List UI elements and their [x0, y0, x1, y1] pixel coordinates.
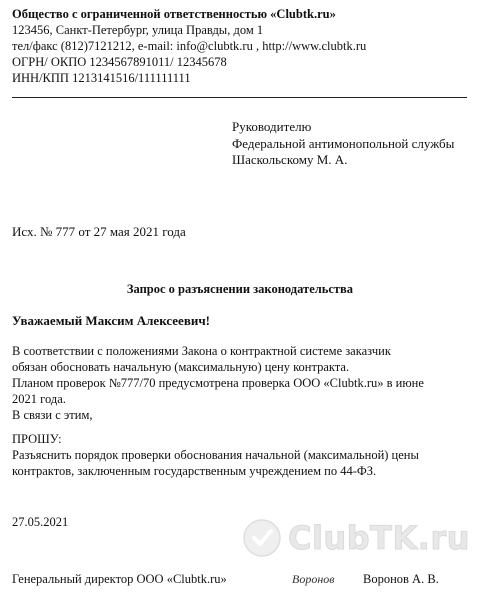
watermark	[242, 518, 470, 558]
addressee-line-1: Руководителю	[232, 119, 312, 134]
request-heading: ПРОШУ:	[12, 432, 62, 446]
letter-body	[12, 343, 424, 479]
outgoing-number: Исх. № 777 от 27 мая 2021 года	[12, 224, 186, 239]
signer-position: Генеральный директор ООО «Clubtk.ru»	[12, 572, 227, 586]
addressee-block	[232, 119, 454, 169]
handwritten-signature: Воронов	[292, 572, 335, 586]
watermark-logo-icon	[242, 518, 282, 558]
company-ogrn: ОГРН/ ОКПО 1234567891011/ 12345678	[12, 55, 227, 69]
company-contacts: тел/факс (812)7121212, e-mail: info@clubtk.ru , http://www.clubtk.ru	[12, 39, 367, 53]
signer-name: Воронов А. В.	[363, 572, 439, 586]
addressee-line-2: Федеральной антимонопольной службы	[232, 135, 455, 151]
letterhead	[12, 6, 366, 86]
header-divider	[12, 97, 467, 98]
paragraph-gap	[12, 423, 424, 431]
greeting: Уважаемый Максим Алексеевич!	[12, 313, 210, 328]
addressee-line-3: Шаскольскому М. А.	[232, 152, 348, 167]
request-line-1: Разъяснить порядок проверки обоснования начальной (максимальной) цены	[12, 448, 419, 462]
company-name: Общество с ограниченной ответственностью «Clubtk.ru»	[12, 7, 336, 21]
company-address: 123456, Санкт-Петербург, улица Правды, дом 1	[12, 23, 264, 37]
letter-date: 27.05.2021	[12, 515, 69, 529]
body-paragraph-2-line-1: Планом проверок №777/70 предусмотрена проверка ООО «Clubtk.ru» в июне	[12, 376, 424, 390]
body-paragraph-1-line-1: В соответствии с положениями Закона о контрактной системе заказчик	[12, 344, 391, 358]
body-paragraph-2-line-2: 2021 года.	[12, 392, 66, 406]
watermark-text: ClubTK.ru	[288, 519, 470, 557]
request-line-2: контрактов, заключенным государственным учреждением по 44-ФЗ.	[12, 464, 377, 478]
body-paragraph-1-line-2: обязан обосновать начальную (максимальную) цену контракта.	[12, 360, 350, 374]
body-paragraph-3: В связи с этим,	[12, 408, 93, 422]
company-inn: ИНН/КПП 1213141516/111111111	[12, 71, 191, 85]
document-title: Запрос о разъяснении законодательства	[126, 282, 354, 296]
